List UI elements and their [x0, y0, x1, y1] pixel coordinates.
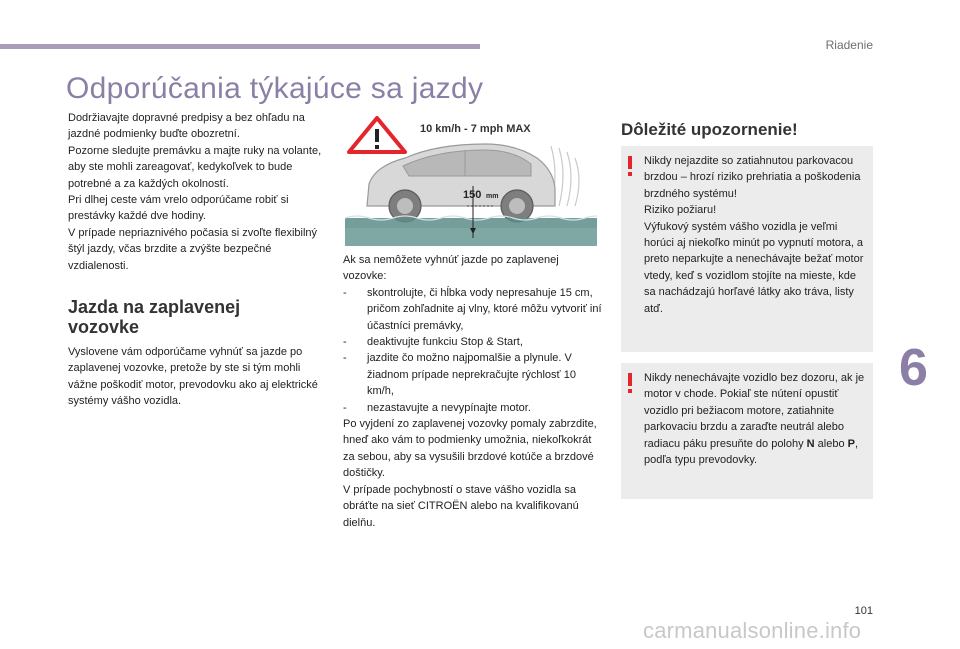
warning-box-2 — [621, 363, 873, 499]
speed-limit-label: 10 km/h - 7 mph MAX — [420, 123, 531, 135]
list-item-text: deaktivujte funkciu Stop & Start, — [367, 336, 523, 349]
depth-unit: mm — [486, 193, 499, 200]
flooded-road-illustration — [345, 114, 597, 246]
warning-heading: Dôležité upozornenie! — [621, 120, 798, 139]
watermark: carmanualsonline.info — [643, 618, 862, 643]
flood-heading: Jazda na zaplavenej vozovke — [68, 297, 241, 337]
intro-paragraph-2: Pozorne sledujte premávku a majte ruky na volante, aby ste mohli zareagovať, kedykoľvek to bude potrebné a za každých okolností. — [68, 144, 322, 190]
intro-paragraph-4: V prípade nepriaznivého počasia si zvoľte flexibilný štýl jazdy, včas brzdite a zvýšte bezpečné vzdialenosti. — [68, 226, 318, 272]
gear-n-label: N — [806, 437, 815, 450]
list-item: - deaktivujte funkciu Stop & Start, — [343, 334, 605, 350]
exclamation-icon — [627, 373, 633, 393]
list-item: - jazdite čo možno najpomalšie a plynule. V žiadnom prípade neprekračujte rýchlosť 10 km/h, — [343, 350, 605, 399]
depth-value: 150 — [463, 189, 482, 201]
warning-exhaust: Výfukový systém vášho vozidla je veľmi horúci aj niekoľko minút po vypnutí motora, a preto neparkujte a nenechávajte bežať motor vtedy, keď s vozidlom stojíte na mieste, kde sa nachádzajú horľavé látky ako tráva, listy atď. — [644, 220, 864, 315]
list-item: - skontrolujte, či hĺbka vody nepresahuje 15 cm, pričom zohľadnite aj vlny, ktoré môžu vytvoriť iní účastníci premávky, — [343, 285, 605, 334]
flood-instructions-lead: Ak sa nemôžete vyhnúť jazde po zaplavenej vozovke: — [343, 254, 559, 283]
list-item-text: nezastavujte a nevypínajte motor. — [367, 401, 531, 414]
warning-parking-brake: Nikdy nejazdite so zatiahnutou parkovacou brzdou – hrozí riziko prehriatia a poškodenia brzdného systému! — [644, 155, 861, 200]
road-surface — [345, 228, 597, 246]
list-item: - nezastavujte a nevypínajte motor. — [343, 400, 605, 416]
page-title: Odporúčania týkajúce sa jazdy — [66, 72, 484, 105]
intro-paragraph-3: Pri dlhej ceste vám vrelo odporúčame robiť si prestávky každé dve hodiny. — [68, 194, 289, 223]
warning-box-2-text: Nikdy nenechávajte vozidlo bez dozoru, ak je motor v chode. Pokiaľ ste nútení opustiť vozidlo pri bežiacom motore, zatiahnite parkovaciu brzdu a zaraďte neutrál alebo radiacu páku presuňte do polohy N alebo P, podľa typu prevodovky. — [644, 372, 865, 467]
page-number: 101 — [854, 605, 873, 617]
intro-paragraph-1: Dodržiavajte dopravné predpisy a bez ohľadu na jazdné podmienky buďte obozretní. — [68, 112, 305, 141]
top-accent-bar — [0, 44, 480, 49]
warning-box-1 — [621, 146, 873, 352]
exclamation-icon — [627, 156, 633, 176]
chapter-number: 6 — [899, 339, 928, 397]
gear-p-label: P — [847, 437, 855, 450]
service-paragraph: V prípade pochybností o stave vášho vozidla sa obráťte na sieť CITROËN alebo na kvalifikovanú dielňu. — [343, 483, 579, 529]
after-flood-paragraph: Po vyjdení zo zaplavenej vozovky pomaly zabrzdite, hneď ako vám to podmienky umožnia, niekoľkokrát za sebou, aby sa vysušili brzdové kotúče a brzdové doštičky. — [343, 418, 597, 480]
warning-fire-risk: Riziko požiaru! — [644, 204, 717, 217]
list-item-text: skontrolujte, či hĺbka vody nepresahuje 15 cm, pričom zohľadnite aj vlny, ktoré môžu vytvoriť iní účastníci premávky, — [367, 286, 602, 332]
intro-text — [68, 110, 323, 274]
section-label: Riadenie — [825, 38, 873, 52]
flood-paragraph: Vyslovene vám odporúčame vyhnúť sa jazde po zaplavenej vozovke, pretože by ste si tým mohli vážne poškodiť motor, prevodovku ako aj elektrické systémy vášho vozidla. — [68, 346, 318, 408]
warning-box-1-text — [644, 153, 868, 317]
list-item-text: jazdite čo možno najpomalšie a plynule. V žiadnom prípade neprekračujte rýchlosť 10 km/h, — [367, 352, 576, 398]
flood-instructions — [343, 252, 605, 531]
